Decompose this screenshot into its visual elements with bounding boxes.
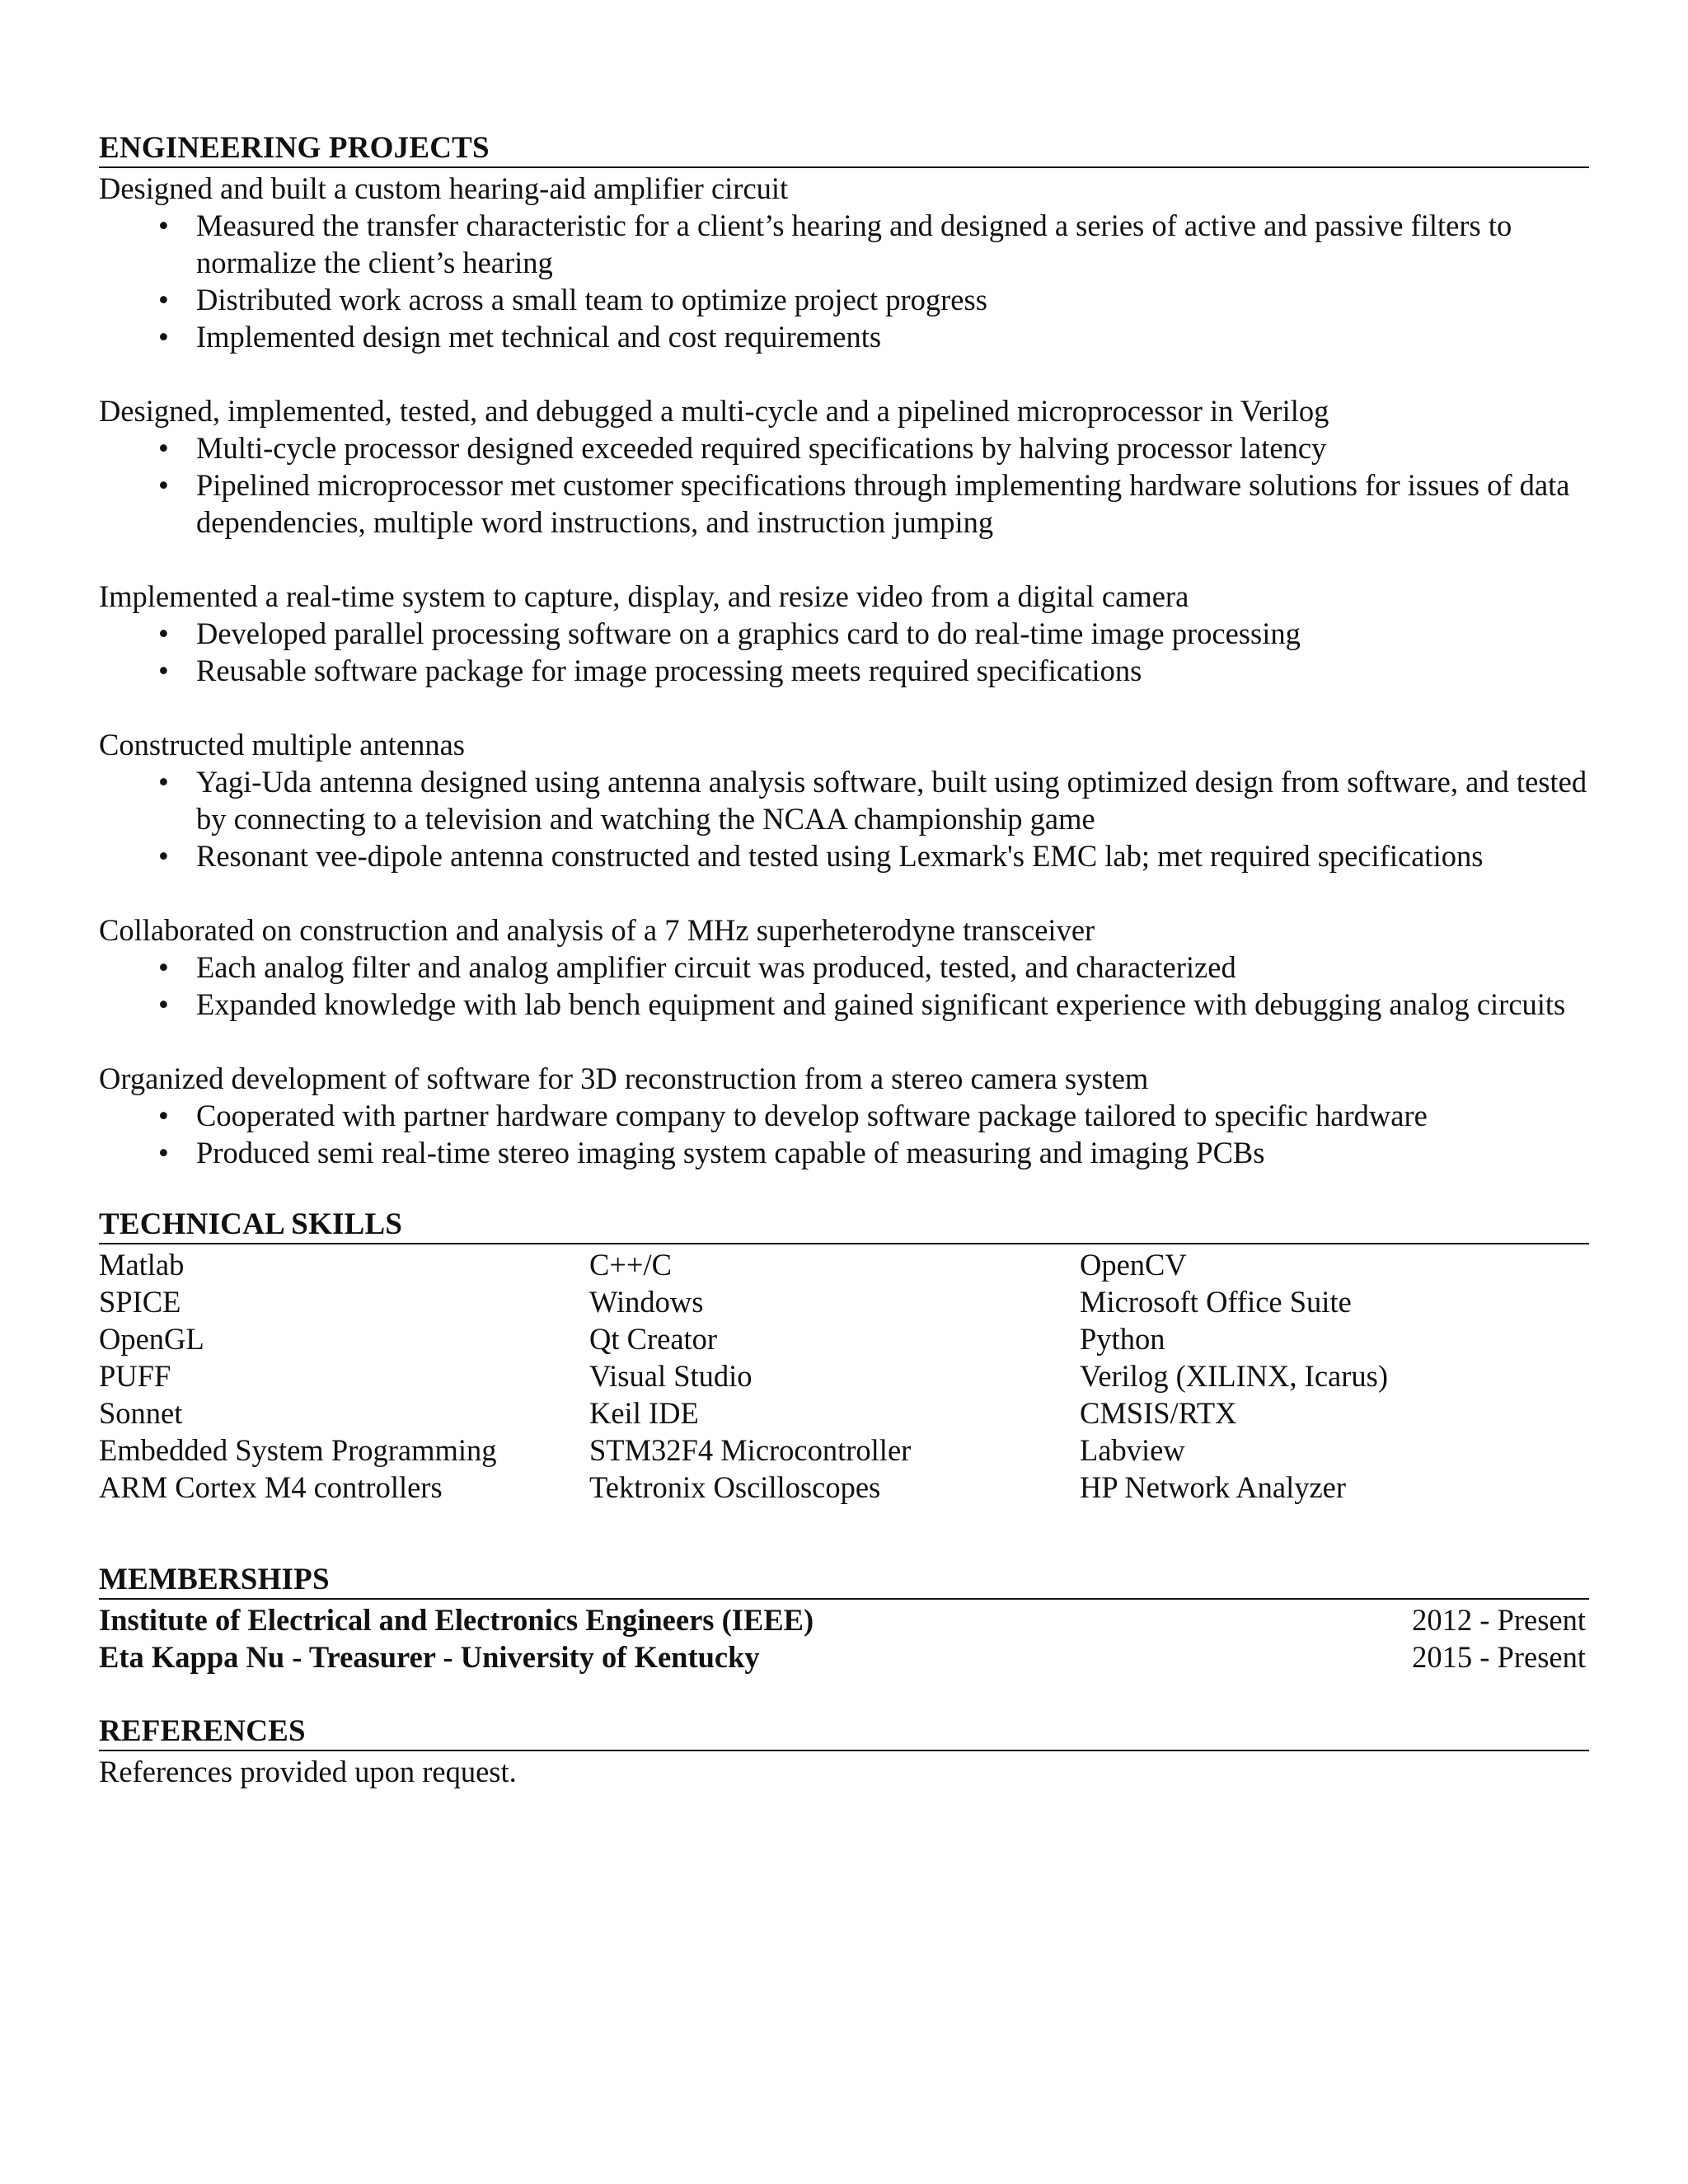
bullet-point-icon: •: [158, 1136, 169, 1169]
project-title: Designed and built a custom hearing-aid amplifier circuit: [99, 171, 789, 205]
skill-item: Visual Studio: [589, 1359, 753, 1393]
bullet-point-icon: •: [158, 616, 169, 650]
membership-dates: 2015 - Present: [1412, 1640, 1586, 1674]
skill-item: Matlab: [99, 1248, 185, 1282]
skills-grid: [99, 1246, 1589, 1506]
skill-item: Qt Creator: [589, 1322, 718, 1356]
project-title: Constructed multiple antennas: [99, 728, 465, 762]
bullet-point-icon: •: [158, 1099, 169, 1132]
bullet-point-icon: •: [158, 839, 169, 873]
section-heading-memberships: MEMBERSHIPS: [99, 1562, 1589, 1600]
technical-skills-section: [99, 1207, 1589, 1506]
references-text: References provided upon request.: [99, 1755, 517, 1788]
bullet-text: Reusable software package for image processing meets required specifications: [196, 654, 1142, 687]
project-title: Designed, implemented, tested, and debugged a multi-cycle and a pipelined microprocessor in Verilog: [99, 394, 1329, 428]
skill-item: Sonnet: [99, 1396, 183, 1430]
membership-organization: Institute of Electrical and Electronics Engineers (IEEE): [99, 1603, 814, 1637]
project-bullet-list: [99, 763, 1589, 874]
project-bullet-item: [99, 466, 1589, 541]
bullet-point-icon: •: [158, 320, 169, 354]
membership-dates: 2012 - Present: [1412, 1603, 1586, 1637]
bullet-point-icon: •: [158, 283, 169, 316]
project-bullet-list: [99, 1097, 1589, 1171]
project-title: Implemented a real-time system to capture, display, and resize video from a digital camera: [99, 579, 1189, 613]
skill-item: ARM Cortex M4 controllers: [99, 1470, 443, 1504]
skill-item: Python: [1080, 1322, 1165, 1356]
project-entry: [99, 170, 1589, 355]
project-bullet-item: [99, 652, 1589, 689]
project-bullet-list: [99, 429, 1589, 541]
skill-item: Labview: [1080, 1433, 1185, 1467]
bullet-text: Cooperated with partner hardware company to develop software package tailored to specific hardware: [196, 1099, 1428, 1132]
project-title: Organized development of software for 3D reconstruction from a stereo camera system: [99, 1062, 1149, 1095]
bullet-point-icon: •: [158, 950, 169, 984]
skill-item: Microsoft Office Suite: [1080, 1285, 1352, 1319]
skill-item: Keil IDE: [589, 1396, 699, 1430]
section-heading-references: REFERENCES: [99, 1713, 1589, 1751]
project-bullet-item: [99, 949, 1589, 986]
skill-item: STM32F4 Microcontroller: [589, 1433, 912, 1467]
bullet-point-icon: •: [158, 987, 169, 1021]
skill-item: Embedded System Programming: [99, 1433, 497, 1467]
project-entry: [99, 392, 1589, 541]
bullet-point-icon: •: [158, 654, 169, 687]
section-heading-technical-skills: TECHNICAL SKILLS: [99, 1207, 1589, 1244]
bullet-text: Measured the transfer characteristic for a client’s hearing and designed a series of active and passive filters to normalize the client’s hearing: [196, 209, 1512, 279]
bullet-point-icon: •: [158, 431, 169, 465]
skill-item: Tektronix Oscilloscopes: [589, 1470, 881, 1504]
project-bullet-list: [99, 207, 1589, 355]
bullet-text: Pipelined microprocessor met customer specifications through implementing hardware solutions for issues of data dependencies, multiple word instructions, and instruction jumping: [196, 468, 1570, 539]
skill-item: C++/C: [589, 1248, 673, 1282]
references-section: [99, 1713, 1589, 1790]
project-bullet-item: [99, 207, 1589, 281]
project-bullet-item: [99, 1134, 1589, 1171]
project-entry: [99, 912, 1589, 1023]
bullet-text: Distributed work across a small team to optimize project progress: [196, 283, 987, 316]
project-bullet-item: [99, 1097, 1589, 1134]
membership-row: [99, 1638, 1589, 1675]
project-bullet-item: [99, 837, 1589, 874]
membership-organization: Eta Kappa Nu - Treasurer - University of Kentucky: [99, 1640, 760, 1674]
bullet-text: Each analog filter and analog amplifier circuit was produced, tested, and characterized: [196, 950, 1236, 984]
bullet-text: Produced semi real-time stereo imaging system capable of measuring and imaging PCBs: [196, 1136, 1265, 1169]
project-title: Collaborated on construction and analysis of a 7 MHz superheterodyne transceiver: [99, 913, 1095, 947]
skill-item: SPICE: [99, 1285, 181, 1319]
project-bullet-item: [99, 318, 1589, 355]
project-bullet-list: [99, 615, 1589, 689]
bullet-point-icon: •: [158, 468, 169, 502]
section-heading-engineering-projects: ENGINEERING PROJECTS: [99, 130, 1589, 168]
bullet-text: Developed parallel processing software on a graphics card to do real-time image processing: [196, 616, 1301, 650]
project-bullet-item: [99, 615, 1589, 652]
bullet-text: Yagi-Uda antenna designed using antenna analysis software, built using optimized design from software, and tested by connecting to a television and watching the NCAA championship game: [196, 765, 1587, 836]
skill-item: HP Network Analyzer: [1080, 1470, 1347, 1504]
skill-item: PUFF: [99, 1359, 171, 1393]
project-bullet-item: [99, 986, 1589, 1023]
project-bullet-list: [99, 949, 1589, 1023]
bullet-text: Multi-cycle processor designed exceeded required specifications by halving processor latency: [196, 431, 1327, 465]
skill-item: Windows: [589, 1285, 704, 1319]
project-entry: [99, 726, 1589, 874]
membership-row: [99, 1601, 1589, 1638]
bullet-text: Implemented design met technical and cost requirements: [196, 320, 882, 354]
projects-list: [99, 170, 1589, 1171]
project-entry: [99, 578, 1589, 689]
engineering-projects-section: [99, 130, 1589, 1171]
memberships-list: [99, 1601, 1589, 1675]
project-bullet-item: [99, 763, 1589, 837]
skill-item: CMSIS/RTX: [1080, 1396, 1237, 1430]
bullet-point-icon: •: [158, 765, 169, 799]
project-entry: [99, 1060, 1589, 1171]
resume-page: [99, 130, 1589, 1790]
skill-item: Verilog (XILINX, Icarus): [1080, 1359, 1388, 1393]
memberships-section: [99, 1562, 1589, 1675]
project-bullet-item: [99, 281, 1589, 318]
project-bullet-item: [99, 429, 1589, 466]
skill-item: OpenCV: [1080, 1248, 1187, 1282]
bullet-text: Expanded knowledge with lab bench equipment and gained significant experience with debugging analog circuits: [196, 987, 1566, 1021]
bullet-text: Resonant vee-dipole antenna constructed and tested using Lexmark's EMC lab; met required specifications: [196, 839, 1484, 873]
skill-item: OpenGL: [99, 1322, 204, 1356]
bullet-point-icon: •: [158, 209, 169, 242]
